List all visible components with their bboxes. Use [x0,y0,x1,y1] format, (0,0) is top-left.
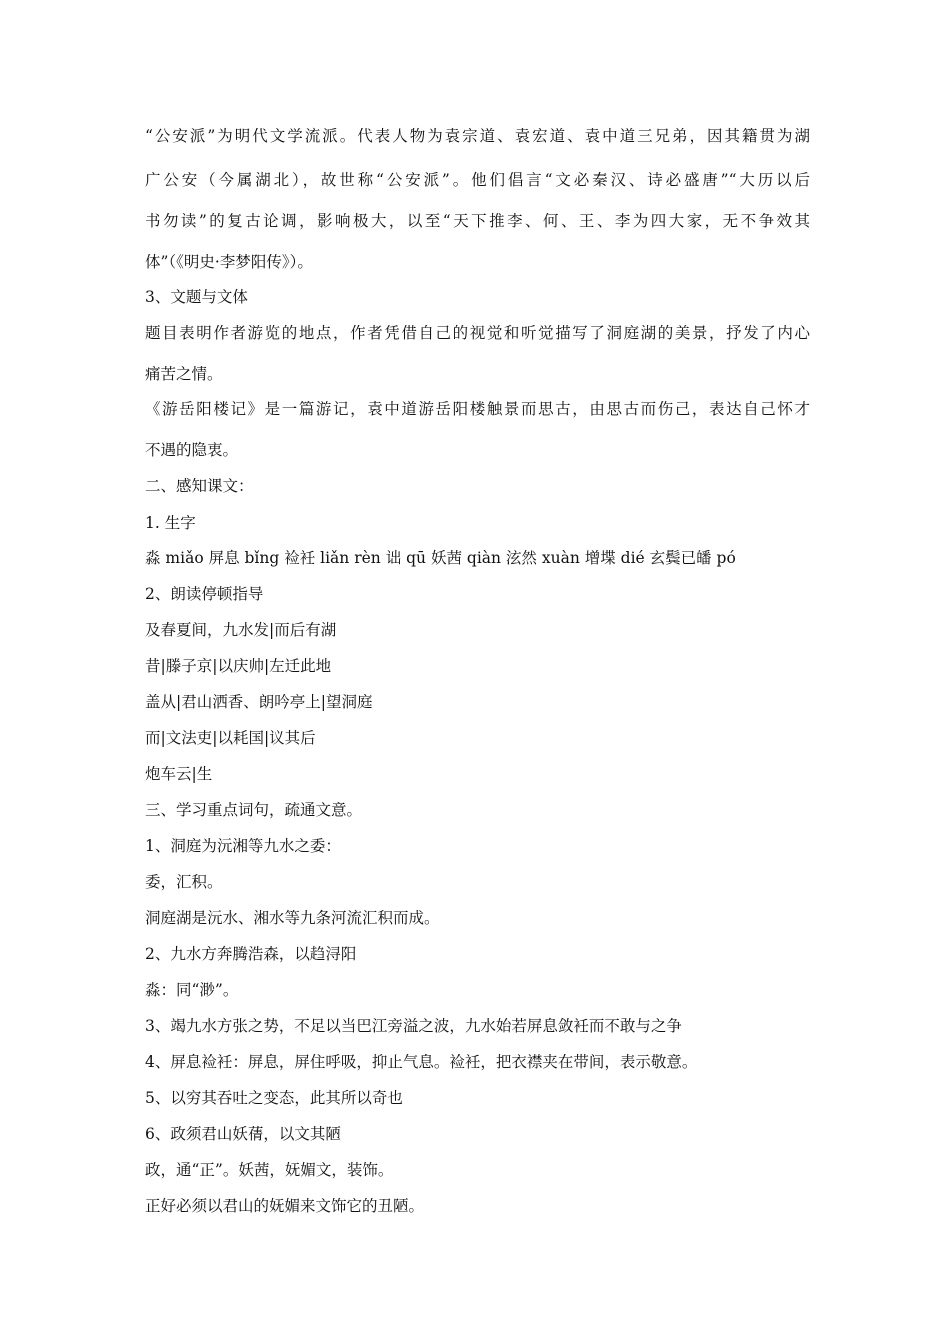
section-heading: 3、文题与文体 [145,288,248,306]
text-line: 题目表明作者游览的地点，作者凭借自己的视觉和听觉描写了洞庭湖的美景，抒发了内心 [145,324,810,342]
text-line: 淼：同“渺”。 [145,981,239,999]
text-line: 痛苦之情。 [145,365,223,383]
section-heading: 2、朗读停顿指导 [145,585,264,603]
text-line: 而|文法吏|以耗国|议其后 [145,729,316,747]
text-line: “公安派”为明代文学流派。代表人物为袁宗道、袁宏道、袁中道三兄弟，因其籍贯为湖 [145,127,810,145]
text-line: 洞庭湖是沅水、湘水等九条河流汇积而成。 [145,909,440,927]
text-line: 1、洞庭为沅湘等九水之委： [145,837,341,855]
text-line: 体”（《明史·李梦阳传》）。 [145,253,313,271]
text-line: 广公安（今属湖北），故世称“公安派”。他们倡言“文必秦汉、诗必盛唐”“大历以后 [145,171,810,189]
text-line: 3、竭九水方张之势，不足以当巴江旁溢之波，九水始若屏息敛衽而不敢与之争 [145,1017,682,1035]
text-line: 6、政须君山妖蒨，以文其陋 [145,1125,341,1143]
text-line: 昔|滕子京|以庆帅|左迁此地 [145,657,332,675]
section-heading: 二、感知课文： [145,477,254,495]
section-heading: 1. 生字 [145,514,196,532]
text-line: 5、以穷其吞吐之变态，此其所以奇也 [145,1089,403,1107]
text-line: 2、九水方奔腾浩森，以趋浔阳 [145,945,357,963]
text-line: 书勿读”的复古论调，影响极大，以至“天下推李、何、王、李为四大家，无不争效其 [145,212,810,230]
text-line: 不遇的隐衷。 [145,441,239,459]
text-line: 盖从|君山洒香、朗吟亭上|望洞庭 [145,693,373,711]
text-line: 4、屏息裣衽：屏息，屏住呼吸，抑止气息。裣衽，把衣襟夹在带间，表示敬意。 [145,1053,698,1071]
text-line: 委，汇积。 [145,873,223,891]
text-line: 及春夏间，九水发|而后有湖 [145,621,337,639]
text-line: 炮车云|生 [145,765,213,783]
section-heading: 三、学习重点词句，疏通文意。 [145,801,363,819]
text-line: 正好必须以君山的妩媚来文饰它的丑陋。 [145,1197,425,1215]
text-line: 政，通“正”。妖茜，妩媚文，装饰。 [145,1161,394,1179]
vocabulary-line: 淼 miǎo 屏息 bǐng 裣衽 liǎn rèn 诎 qū 妖茜 qiàn 泫然 xuàn 增堞 dié 玄鬓已皤 pó [145,549,736,567]
text-line: 《游岳阳楼记》是一篇游记，袁中道游岳阳楼触景而思古，由思古而伤己，表达自己怀才 [145,400,810,418]
